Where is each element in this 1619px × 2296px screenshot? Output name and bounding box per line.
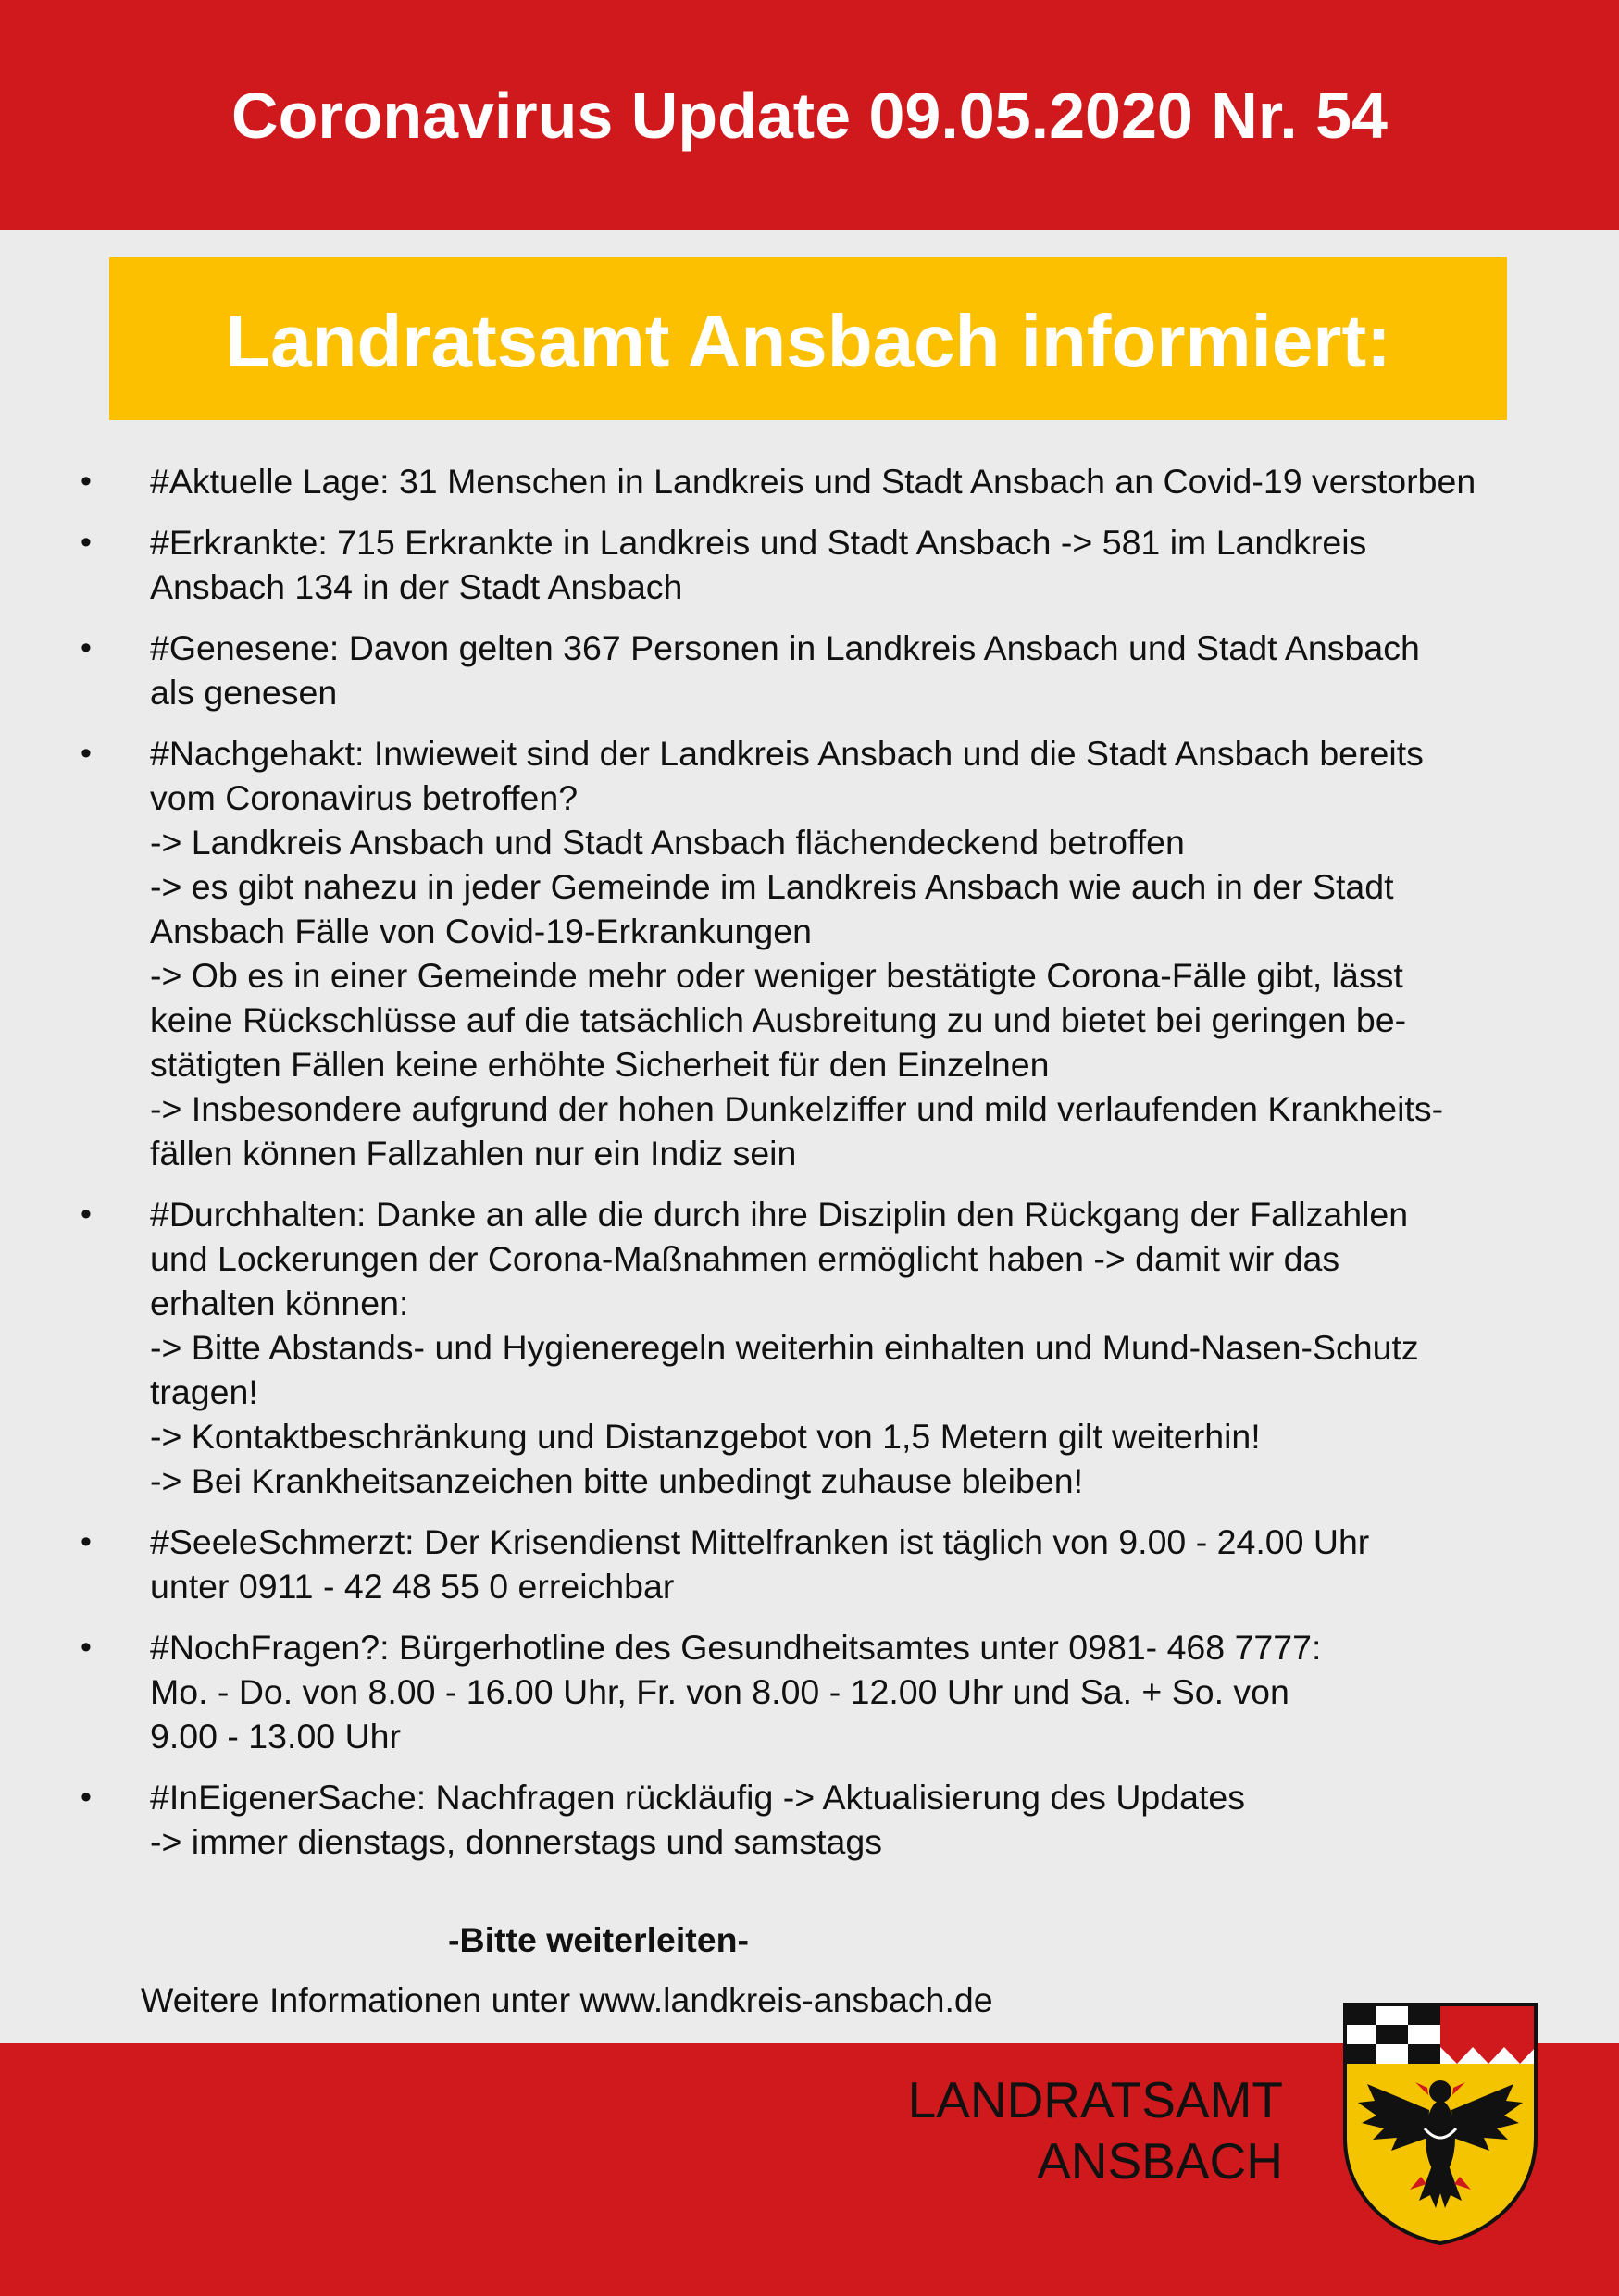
bullet-item — [0, 1520, 1619, 1608]
bullet-item — [0, 459, 1619, 503]
bullet-dot-icon: • — [81, 525, 92, 560]
bullet-line: -> Landkreis Ansbach und Stadt Ansbach flächendeckend betroffen — [150, 823, 1185, 862]
bullet-line: Ansbach 134 in der Stadt Ansbach — [150, 567, 683, 606]
bullet-dot-icon: • — [81, 1524, 92, 1559]
bullet-item — [0, 1192, 1619, 1503]
bullet-line: -> immer dienstags, donnerstags und samstags — [150, 1822, 883, 1861]
bullet-line: vom Coronavirus betroffen? — [150, 778, 579, 817]
bullet-line: -> Bitte Abstands- und Hygieneregeln weiterhin einhalten und Mund-Nasen-Schutz — [150, 1328, 1419, 1367]
bullet-line: #SeeleSchmerzt: Der Krisendienst Mittelfranken ist täglich von 9.00 - 24.00 Uhr — [150, 1522, 1370, 1561]
page-title: Coronavirus Update 09.05.2020 Nr. 54 — [231, 80, 1388, 152]
bullet-dot-icon: • — [81, 464, 92, 499]
forward-notice: -Bitte weiterleiten- — [448, 1920, 750, 1959]
bullet-line: #Genesene: Davon gelten 367 Personen in Landkreis Ansbach und Stadt Ansbach — [150, 628, 1420, 667]
bullet-line: Ansbach Fälle von Covid-19-Erkrankungen — [150, 912, 812, 950]
bullet-line: als genesen — [150, 673, 338, 712]
bullet-line: -> Bei Krankheitsanzeichen bitte unbedingt zuhause bleiben! — [150, 1461, 1083, 1500]
bullet-item — [0, 626, 1619, 714]
bullet-line: #Erkrankte: 715 Erkrankte in Landkreis und Stadt Ansbach -> 581 im Landkreis — [150, 523, 1367, 562]
bullet-line: #Nachgehakt: Inwieweit sind der Landkreis Ansbach und die Stadt Ansbach bereits — [150, 734, 1424, 773]
bullet-line: #NochFragen?: Bürgerhotline des Gesundheitsamtes unter 0981- 468 7777: — [150, 1628, 1322, 1667]
bullet-line: #Aktuelle Lage: 31 Menschen in Landkreis und Stadt Ansbach an Covid-19 verstorben — [150, 462, 1476, 501]
bullet-line: 9.00 - 13.00 Uhr — [150, 1717, 401, 1756]
update-bullet-list — [0, 459, 1619, 1880]
office-label-line: LANDRATSAMT — [907, 2071, 1283, 2128]
coat-of-arms-logo — [1339, 1999, 1541, 2249]
office-label-line: ANSBACH — [1037, 2132, 1283, 2190]
bullet-dot-icon: • — [81, 1197, 92, 1232]
bullet-item — [0, 1625, 1619, 1758]
banner-title: Landratsamt Ansbach informiert: — [225, 300, 1391, 382]
bullet-line: und Lockerungen der Corona-Maßnahmen ermöglicht haben -> damit wir das — [150, 1239, 1340, 1278]
bullet-line: tragen! — [150, 1372, 258, 1411]
bullet-line: -> Kontaktbeschränkung und Distanzgebot von 1,5 Metern gilt weiterhin! — [150, 1417, 1261, 1456]
bullet-line: -> Ob es in einer Gemeinde mehr oder weniger bestätigte Corona-Fälle gibt, lässt — [150, 956, 1403, 995]
bullet-line: -> es gibt nahezu in jeder Gemeinde im Landkreis Ansbach wie auch in der Stadt — [150, 867, 1394, 906]
bullet-line: -> Insbesondere aufgrund der hohen Dunkelziffer und mild verlaufenden Krankheits- — [150, 1089, 1444, 1128]
bullet-dot-icon: • — [81, 1630, 92, 1665]
bullet-item — [0, 520, 1619, 609]
bullet-line: #InEigenerSache: Nachfragen rückläufig -> Aktualisierung des Updates — [150, 1778, 1246, 1817]
bullet-line: Mo. - Do. von 8.00 - 16.00 Uhr, Fr. von 8.00 - 12.00 Uhr und Sa. + So. von — [150, 1672, 1289, 1711]
bullet-line: stätigten Fällen keine erhöhte Sicherheit für den Einzelnen — [150, 1045, 1050, 1084]
bullet-item — [0, 731, 1619, 1175]
bullet-dot-icon: • — [81, 736, 92, 771]
bullet-line: #Durchhalten: Danke an alle die durch ihre Disziplin den Rückgang der Fallzahlen — [150, 1195, 1409, 1234]
more-info-text: Weitere Informationen unter www.landkreis-ansbach.de — [141, 1980, 993, 2019]
bullet-item — [0, 1775, 1619, 1864]
bullet-line: erhalten können: — [150, 1284, 409, 1322]
bullet-dot-icon: • — [81, 630, 92, 665]
bullet-line: keine Rückschlüsse auf die tatsächlich Ausbreitung zu und bietet bei geringen be- — [150, 1000, 1407, 1039]
office-label — [908, 2069, 1283, 2191]
bullet-line: fällen können Fallzahlen nur ein Indiz sein — [150, 1134, 797, 1173]
bullet-line: unter 0911 - 42 48 55 0 erreichbar — [150, 1567, 675, 1606]
bullet-dot-icon: • — [81, 1780, 92, 1815]
info-banner — [109, 257, 1507, 420]
